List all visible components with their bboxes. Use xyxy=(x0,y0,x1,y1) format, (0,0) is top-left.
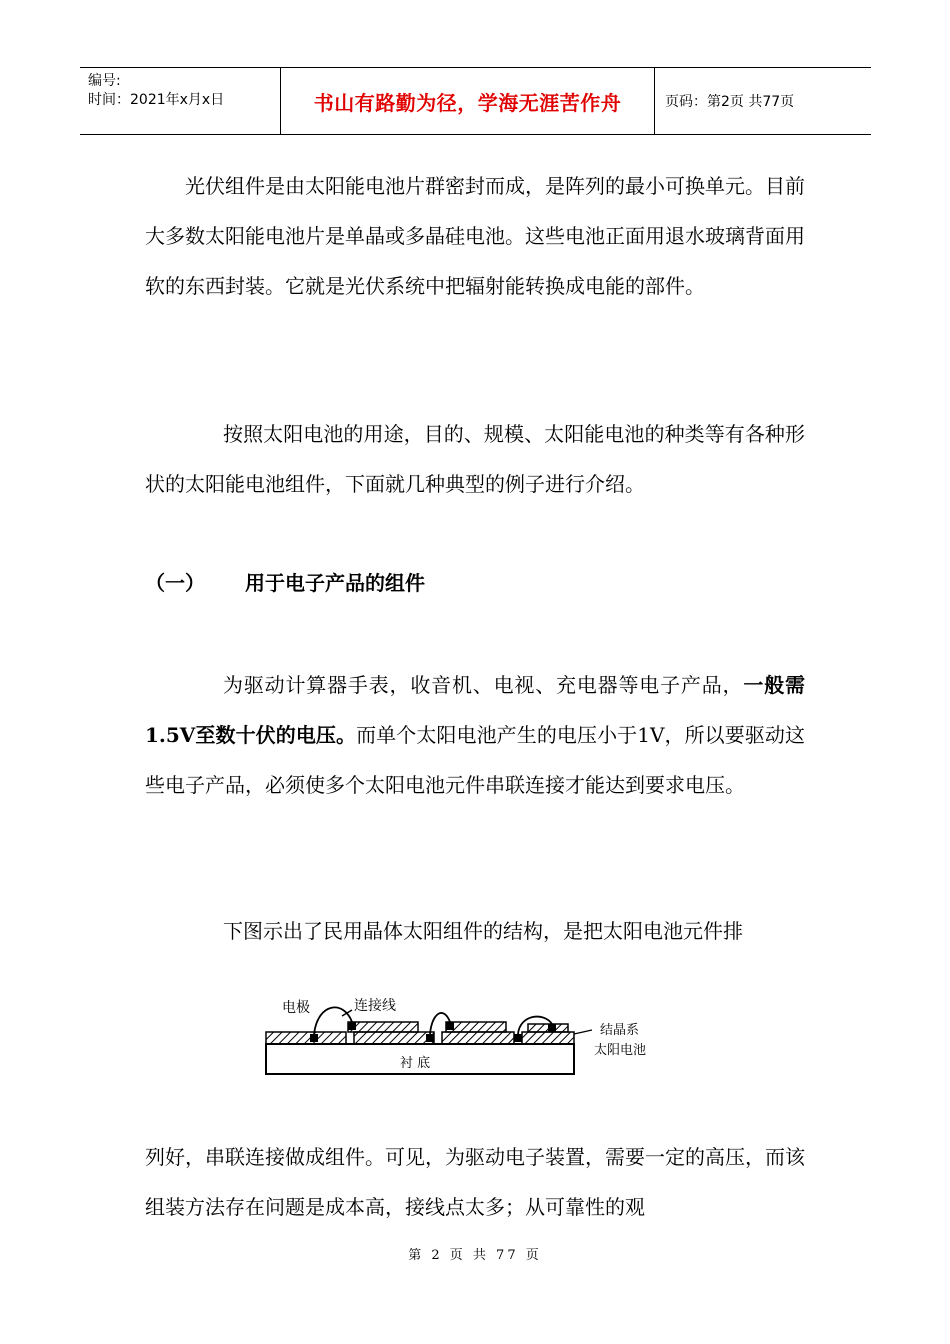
section-title: 用于电子产品的组件 xyxy=(245,571,425,595)
module-structure-figure xyxy=(262,992,682,1082)
paragraph-3 xyxy=(145,660,805,810)
electrode-1 xyxy=(310,1034,318,1042)
paragraph-3-end: 而单个太阳电池产生的电压小于1V，所以要驱动这些电子产品，必须使多个太阳电池元件串联连接才能达到要求电压。 xyxy=(145,723,806,797)
header-page-info: 页码：第2页 共77页 xyxy=(665,94,795,110)
paragraph-1: 光伏组件是由太阳能电池片群密封而成，是阵列的最小可换单元。目前大多数太阳能电池片是单晶或多晶硅电池。这些电池正面用退水玻璃背面用软的东西封装。它就是光伏系统中把辐射能转换成电能的部件。 xyxy=(145,174,805,298)
paragraph-5: 列好，串联连接做成组件。可见，为驱动电子装置，需要一定的高压，而该组装方法存在问题是成本高，接线点太多；从可靠性的观 xyxy=(145,1145,805,1219)
electrode-6 xyxy=(548,1024,556,1032)
pointer-cell xyxy=(574,1030,592,1034)
connecting-wire-1 xyxy=(314,1007,352,1034)
number-label: 编号: xyxy=(88,73,121,89)
electrode-3 xyxy=(426,1034,434,1042)
page-header xyxy=(80,67,871,135)
electrode-5 xyxy=(514,1034,522,1042)
solar-cell-2 xyxy=(354,1032,434,1044)
paragraph-3-bold: 一般需1.5V至数十伏的电压。 xyxy=(145,673,806,747)
electrode-4 xyxy=(446,1022,454,1030)
paragraph-4: 下图示出了民用晶体太阳组件的结构，是把太阳电池元件排 xyxy=(223,919,743,943)
label-substrate: 衬 底 xyxy=(400,1056,431,1071)
cell-step-2 xyxy=(446,1022,506,1032)
label-cell-line2: 太阳电池 xyxy=(594,1043,647,1058)
cell-step-1 xyxy=(348,1022,418,1032)
header-meta xyxy=(80,68,281,134)
page-footer: 第 2 页 共 77 页 xyxy=(408,1248,542,1263)
solar-cell-4 xyxy=(522,1032,574,1044)
section-number: （一） xyxy=(145,571,205,595)
paragraph-2: 按照太阳电池的用途，目的、规模、太阳能电池的种类等有各种形状的太阳能电池组件，下面就几种典型的例子进行介绍。 xyxy=(145,422,805,496)
section-heading xyxy=(145,558,425,608)
label-wire: 连接线 xyxy=(354,998,396,1014)
solar-cell-1 xyxy=(266,1032,346,1044)
label-cell-line1: 结晶系 xyxy=(600,1023,640,1038)
paragraph-3-start: 为驱动计算器手表，收音机、电视、充电器等电子产品， xyxy=(223,673,744,697)
time-label: 时间：2021年x月x日 xyxy=(88,92,225,108)
solar-cell-3 xyxy=(442,1032,514,1044)
electrode-2 xyxy=(348,1022,356,1030)
header-motto: 书山有路勤为径，学海无涯苦作舟 xyxy=(281,68,655,134)
label-electrode: 电极 xyxy=(282,1000,310,1016)
